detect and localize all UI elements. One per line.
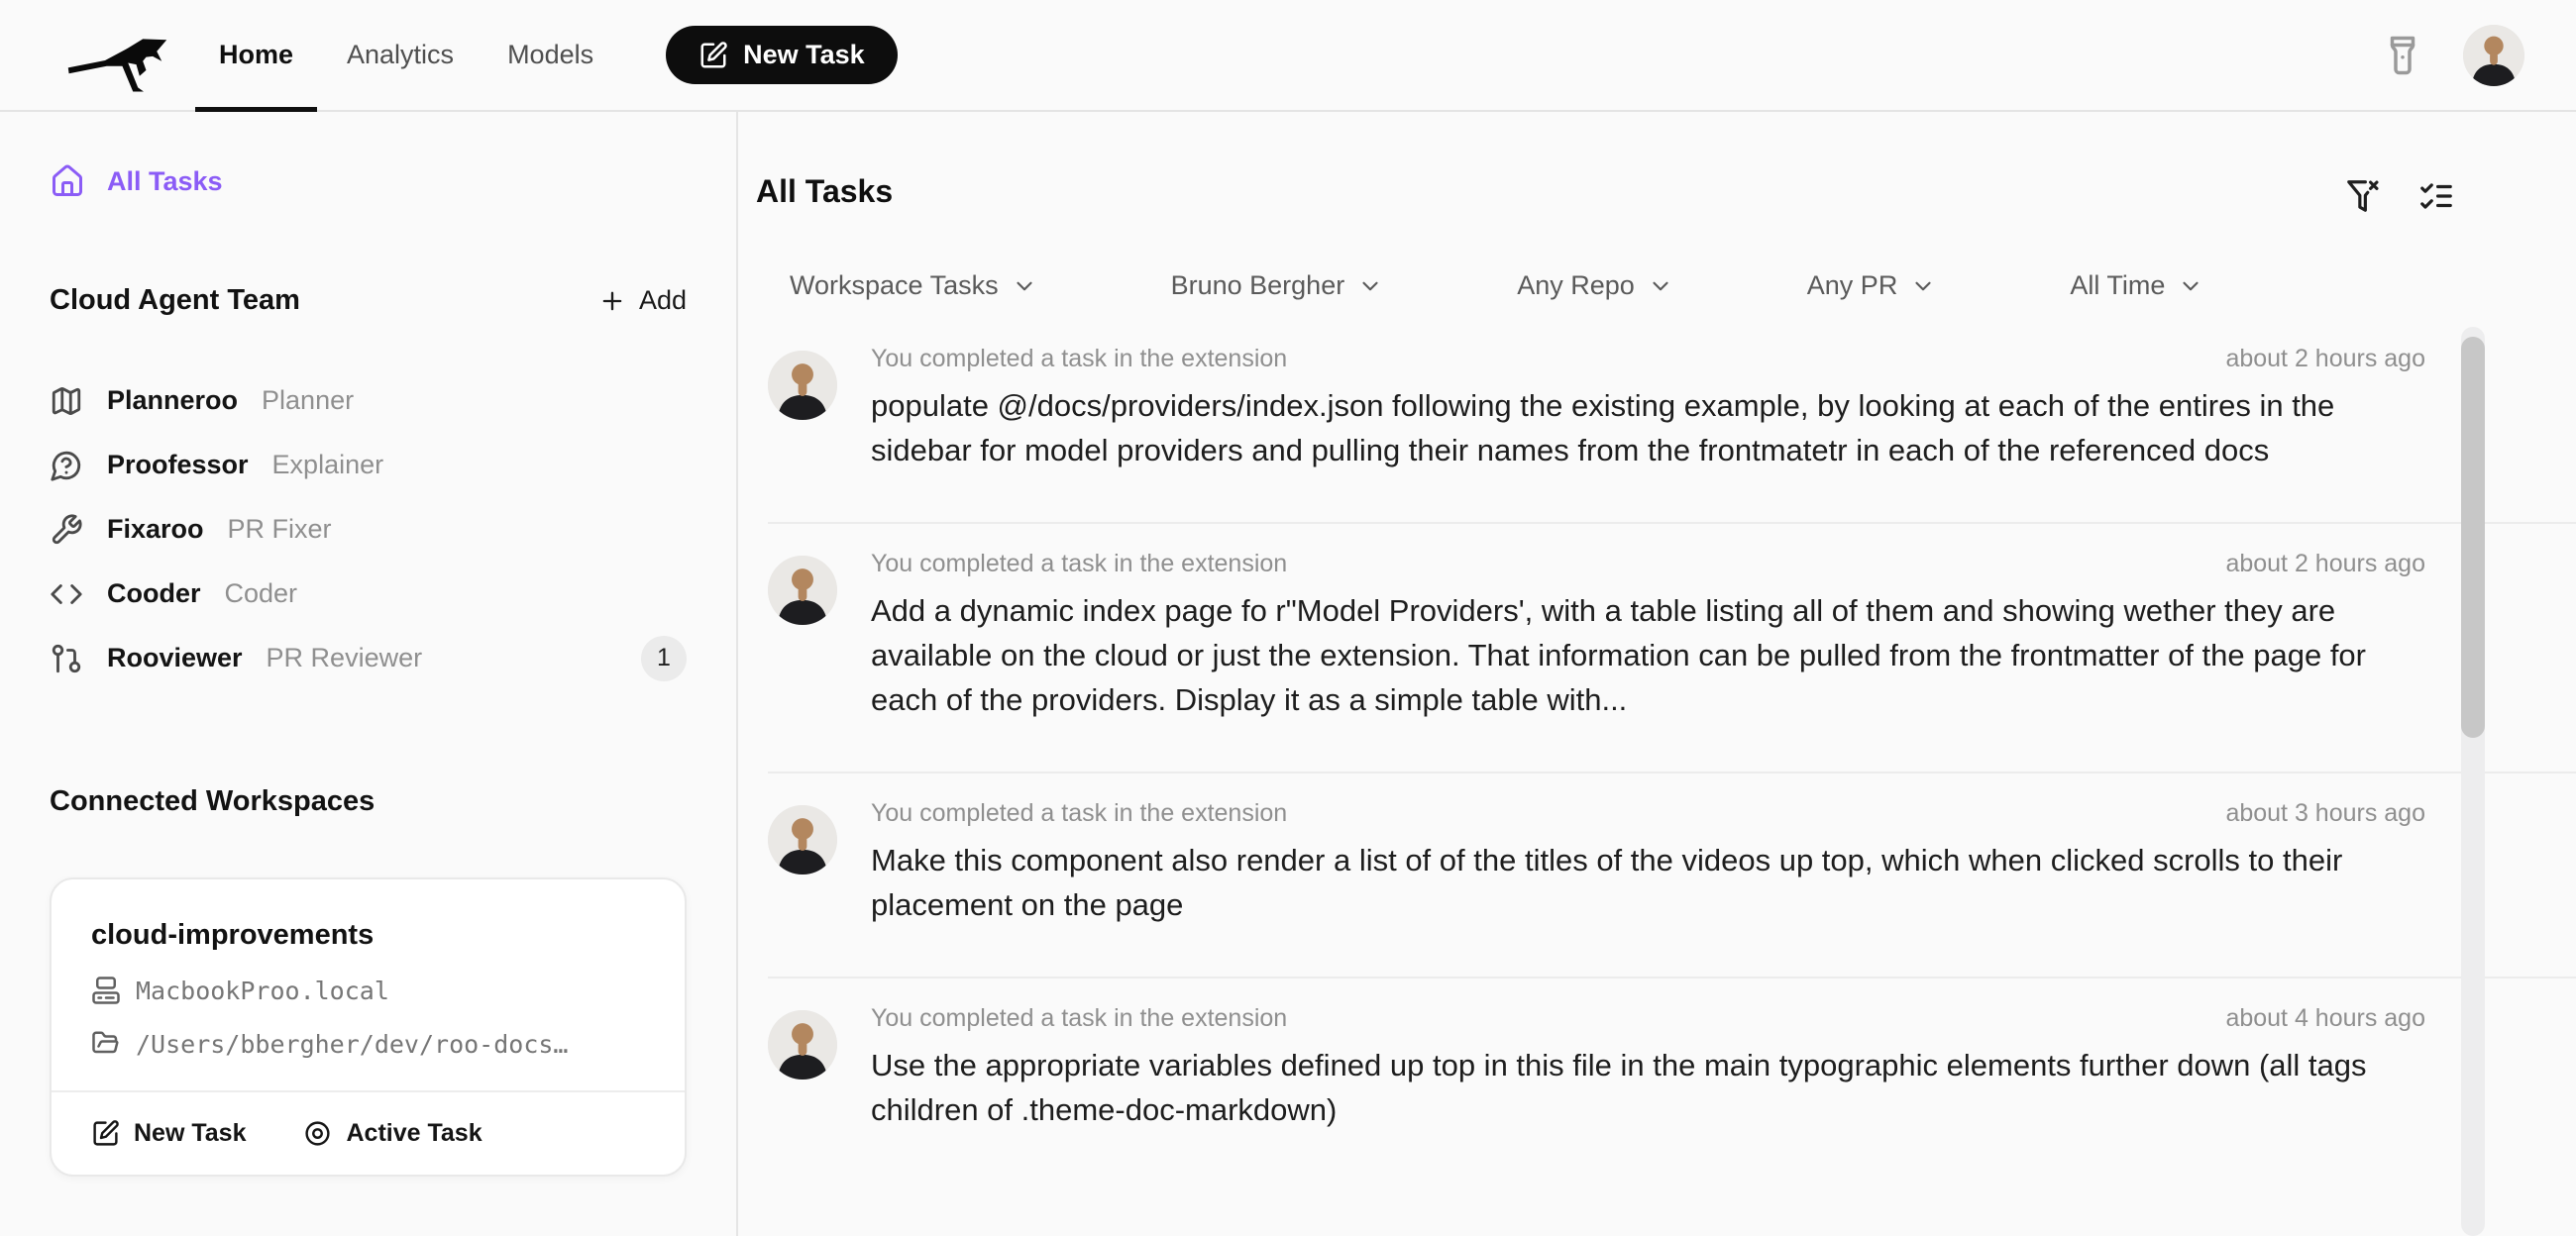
task-row[interactable] [768, 524, 2576, 773]
filter-label: Bruno Bergher [1170, 270, 1345, 300]
help-bubble-icon [50, 449, 83, 482]
sidebar-item-proofessor[interactable] [50, 433, 687, 497]
workspace-active-task-label: Active Task [346, 1119, 483, 1147]
tab-home[interactable]: Home [192, 0, 320, 111]
task-meta-text: You completed a task in the extension [871, 345, 1288, 372]
task-timestamp: about 2 hours ago [2225, 550, 2425, 577]
workspace-host-row [91, 976, 645, 1005]
agent-role: Explainer [271, 450, 384, 479]
square-pen-icon [698, 41, 728, 70]
chevron-down-icon [1012, 273, 1037, 299]
home-icon [50, 163, 85, 199]
task-meta [871, 345, 2425, 373]
workspaces-section-title: Connected Workspaces [50, 785, 376, 817]
main-content [738, 112, 2576, 1236]
flashlight-icon[interactable] [2382, 35, 2423, 76]
task-body [871, 1004, 2425, 1132]
agent-name: Fixaroo [107, 514, 204, 544]
task-timestamp: about 4 hours ago [2225, 1004, 2425, 1032]
task-meta-text: You completed a task in the extension [871, 1004, 1288, 1032]
chevron-down-icon [2178, 273, 2203, 299]
task-avatar [768, 556, 837, 625]
circle-dot-icon [303, 1119, 332, 1148]
agent-name: Rooviewer [107, 643, 243, 672]
team-section-title: Cloud Agent Team [50, 284, 300, 316]
filter-time[interactable] [2070, 270, 2203, 301]
page-title: All Tasks [756, 173, 894, 209]
agent-role: PR Fixer [227, 514, 332, 544]
list-checks-icon[interactable] [2417, 177, 2455, 215]
agent-name: Proofessor [107, 450, 249, 479]
chevron-down-icon [1910, 273, 1936, 299]
add-label: Add [638, 285, 687, 315]
workspace-name: cloud-improvements [91, 919, 375, 951]
chevron-down-icon [1648, 273, 1673, 299]
task-text: populate @/docs/providers/index.json following the existing example, by looking at each of the entires in the sidebar for model providers and pulling their names from the frontmatetr in each of the referenced docs [871, 388, 2335, 467]
task-meta [871, 1004, 2425, 1033]
agent-role: Coder [224, 578, 298, 608]
task-row[interactable] [768, 978, 2576, 1132]
task-avatar [768, 805, 837, 875]
filter-x-icon[interactable] [2344, 177, 2382, 215]
filter-repo[interactable] [1517, 270, 1673, 301]
filter-label: Workspace Tasks [790, 270, 999, 300]
new-task-label: New Task [743, 40, 865, 69]
task-text: Make this component also render a list of of the titles of the videos up top, which when clicked scrolls to their placement on the page [871, 843, 2343, 922]
square-pen-icon [91, 1119, 120, 1148]
task-avatar [768, 1010, 837, 1080]
sidebar-item-cooder[interactable] [50, 562, 687, 626]
task-count-badge: 1 [641, 636, 687, 681]
filter-workspace-tasks[interactable] [790, 270, 1037, 301]
new-task-button[interactable] [666, 26, 898, 84]
main-header [756, 173, 2576, 215]
task-text: Add a dynamic index page fo r"Model Providers', with a table listing all of them and showing wether they are available on the cloud or just the extension. That information can be pulled from the frontmatter of the page for each of the providers. Display it as a simple table with... [871, 593, 2366, 717]
computer-icon [91, 976, 121, 1005]
workspace-path-row [91, 1029, 645, 1059]
filter-label: Any PR [1806, 270, 1898, 300]
top-nav [0, 0, 2576, 112]
task-body [871, 799, 2425, 927]
wrench-icon [50, 513, 83, 547]
agent-role: PR Reviewer [266, 643, 423, 672]
agent-role: Planner [262, 385, 355, 415]
task-avatar [768, 351, 837, 420]
workspace-new-task-label: New Task [134, 1119, 247, 1147]
task-timestamp: about 2 hours ago [2225, 345, 2425, 372]
pull-request-icon [50, 642, 83, 675]
team-section-header [50, 284, 687, 317]
workspace-card [50, 877, 687, 1177]
workspace-path: /Users/bbergher/dev/roo-docs… [136, 1029, 569, 1059]
task-meta-text: You completed a task in the extension [871, 550, 1288, 577]
sidebar-item-all-tasks[interactable] [50, 163, 687, 199]
nav-right [2382, 25, 2524, 86]
chevron-down-icon [1357, 273, 1383, 299]
scrollbar[interactable] [2461, 327, 2485, 1236]
workspace-host: MacbookProo.local [136, 976, 389, 1005]
scrollbar-thumb[interactable] [2461, 337, 2485, 738]
add-agent-button[interactable] [598, 285, 687, 316]
filter-bar [756, 270, 2576, 301]
plus-icon [598, 287, 626, 315]
primary-tabs [192, 0, 620, 111]
user-avatar[interactable] [2463, 25, 2524, 86]
sidebar [0, 112, 738, 1236]
code-icon [50, 577, 83, 611]
filter-label: Any Repo [1517, 270, 1635, 300]
tab-models[interactable]: Models [507, 40, 594, 69]
task-meta [871, 550, 2425, 578]
agent-list [50, 368, 687, 690]
task-text: Use the appropriate variables defined up top in this file in the main typographic elements further down (all tags children of .theme-doc-markdown) [871, 1048, 2367, 1127]
map-icon [50, 384, 83, 418]
list-toolbar [2344, 177, 2455, 215]
workspace-active-task-button[interactable] [303, 1119, 482, 1148]
sidebar-item-fixaroo[interactable] [50, 497, 687, 562]
agent-name: Planneroo [107, 385, 239, 415]
filter-user[interactable] [1171, 270, 1384, 301]
workspace-card-body [52, 879, 685, 1090]
task-timestamp: about 3 hours ago [2225, 799, 2425, 827]
task-row[interactable] [768, 345, 2576, 524]
task-list [756, 345, 2576, 1132]
filter-label: All Time [2070, 270, 2166, 300]
all-tasks-label: All Tasks [107, 165, 223, 196]
task-body [871, 550, 2425, 722]
sidebar-item-planneroo[interactable] [50, 368, 687, 433]
task-body [871, 345, 2425, 472]
task-meta [871, 799, 2425, 828]
workspace-card-footer [52, 1090, 685, 1175]
kangaroo-logo-icon [57, 17, 172, 94]
folder-open-icon [91, 1029, 121, 1059]
workspace-new-task-button[interactable] [91, 1119, 246, 1148]
sidebar-item-rooviewer[interactable] [50, 626, 687, 690]
tab-analytics[interactable]: Analytics [347, 40, 455, 69]
filter-pr[interactable] [1807, 270, 1937, 301]
task-row[interactable] [768, 773, 2576, 978]
task-meta-text: You completed a task in the extension [871, 799, 1288, 827]
agent-name: Cooder [107, 578, 201, 608]
